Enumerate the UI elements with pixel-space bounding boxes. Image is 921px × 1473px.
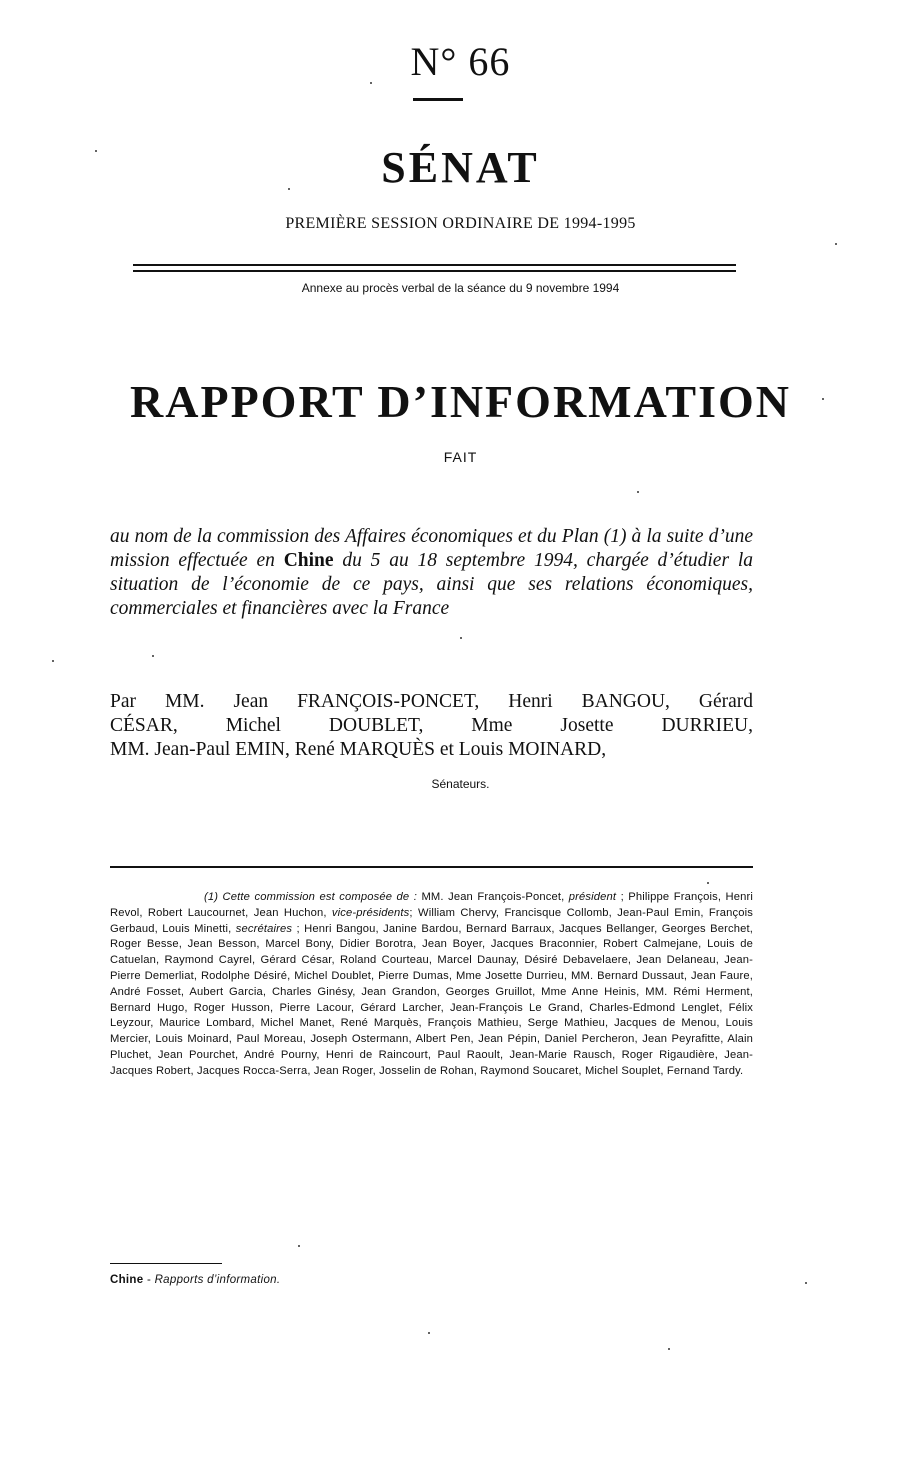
authors-block (110, 690, 753, 762)
footnote-text-1: MM. Jean François-Poncet, (421, 891, 569, 903)
authors-line-2: CÉSAR, Michel DOUBLET, Mme Josette DURRIEU, (110, 715, 753, 736)
scan-speck (370, 82, 372, 84)
report-number: N° 66 (410, 39, 511, 84)
title-divider (413, 98, 463, 101)
mission-text-start: au nom de la commission des Affaires économiques et du Plan (1) à la suite d’une mission effectuée en (110, 526, 753, 571)
scan-speck (707, 882, 709, 884)
scan-speck (152, 655, 154, 657)
footnote-president: président (568, 891, 617, 903)
mission-country: Chine (283, 550, 334, 571)
report-title: RAPPORT D’INFORMATION (130, 376, 791, 427)
scan-speck (668, 1348, 670, 1350)
footnote-vice-presidents: vice-présidents (331, 906, 410, 919)
footnote-intro: (1) Cette commission est composée de : (204, 891, 422, 903)
scan-speck (637, 491, 639, 493)
scan-speck (95, 150, 97, 152)
footnote-secretaires: secrétaires (235, 922, 293, 935)
footnote-divider (110, 866, 753, 868)
authors-role: Sénateurs. (431, 777, 490, 791)
footer-separator: - (143, 1274, 155, 1286)
chamber-title: SÉNAT (381, 143, 540, 192)
scan-speck (805, 1282, 807, 1284)
scan-speck (428, 1332, 430, 1334)
session-line: PREMIÈRE SESSION ORDINAIRE DE 1994-1995 (285, 215, 636, 232)
authors-line-1: Par MM. Jean FRANÇOIS-PONCET, Henri BANGOU, Gérard (110, 691, 753, 712)
double-rule (133, 264, 736, 272)
mission-text-end: du 5 au 18 septembre 1994, chargée d’étudier la situation de l’économie de ce pays, ainsi que ses relations économiques, commerciales et financières avec la France (110, 550, 753, 619)
footnote-text-3: ; William Chervy, Francisque Collomb, Jean-Paul Emin, François Gerbaud, Louis Minetti, (110, 906, 754, 935)
footer-keyword: Chine (110, 1274, 144, 1286)
footer-category: Rapports d’information. (154, 1274, 281, 1286)
footnote-text-2: ; Philippe François, Henri Revol, Robert Laucournet, Jean Huchon, (110, 891, 754, 919)
scan-speck (288, 188, 290, 190)
commission-footnote (110, 890, 753, 1080)
footnote-text-4: ; Henri Bangou, Janine Bardou, Bernard Barraux, Jacques Bellanger, Georges Berchet, Roger Besse, Jean Besson, Marcel Bony, Didier Borotra, Jean Boyer, Jacques Braconnier, Robert Calmejane, Louis de Catuelan, Raymond Cayrel, Gérard César, Roland Courteau, Marcel Daunay, Désiré Debavelaere, Jean Delaneau, Jean-Pierre Demerliat, Rodolphe Désiré, Michel Doublet, Pierre Dumas, Mme Josette Durrieu, MM. Bernard Dussaut, Jean Faure, André Fosset, Aubert Garcia, Charles Ginésy, Jean Grandon, Georges Gruillot, Mme Anne Heinis, MM. Rémi Herment, Bernard Hugo, Roger Husson, Pierre Lacour, Gérard Larcher, Jean-François Le Grand, Charles-Edmond Lenglet, Félix Leyzour, Maurice Lombard, Michel Manet, René Marquès, François Mathieu, Serge Mathieu, Jacques de Menou, Louis Mercier, Louis Moinard, Paul Moreau, Joseph Ostermann, Albert Pen, Jean Pépin, Daniel Percheron, Jean Peyrafitte, Alain Pluchet, Jean Pourchet, André Pourny, Henri de Raincourt, Paul Raoult, Jean-Marie Rausch, Roger Rigaudière, Jean-Jacques Robert, Jacques Rocca-Serra, Jean Roger, Josselin de Rohan, Raymond Soucaret, Michel Souplet, Fernand Tardy. (110, 922, 754, 1077)
fait-label: FAIT (443, 449, 478, 465)
scan-speck (298, 1245, 300, 1247)
footer-divider (110, 1263, 222, 1264)
scan-speck (460, 637, 462, 639)
scan-speck (52, 660, 54, 662)
classification-footer (110, 1274, 280, 1286)
scan-speck (835, 243, 837, 245)
scan-speck (822, 398, 824, 400)
authors-line-3: MM. Jean-Paul EMIN, René MARQUÈS et Louis MOINARD, (110, 739, 607, 760)
mission-description (110, 525, 753, 621)
annexe-line: Annexe au procès verbal de la séance du 9 novembre 1994 (301, 281, 620, 295)
